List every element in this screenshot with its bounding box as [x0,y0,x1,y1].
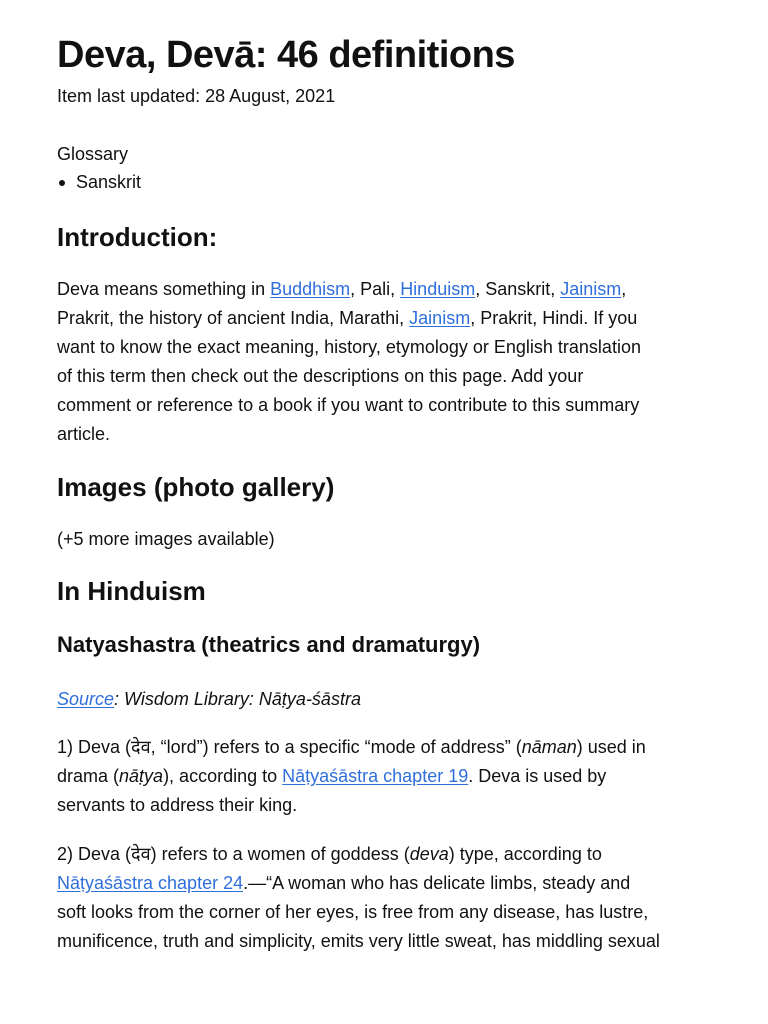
link-natyashastra-ch19[interactable]: Nāṭyaśāstra chapter 19 [282,766,469,786]
intro-line-5: comment or reference to a book if you want to contribute to this summary [57,395,640,415]
definition-paragraph-1 [57,733,717,820]
def1-text: 1) Deva (देव, “lord”) refers to a specific “mode of address” ( [57,737,522,757]
hinduism-heading: In Hinduism [57,576,206,606]
page-title: Deva, Devā: 46 definitions [57,34,515,76]
more-images-text: (+5 more images available) [57,529,275,549]
link-natyashastra-ch24[interactable]: Nāṭyaśāstra chapter 24 [57,873,244,893]
def2-line-3: soft looks from the corner of her eyes, is free from any disease, has lustre, [57,902,649,922]
source-link[interactable]: Source [57,689,115,709]
intro-text: , Sanskrit, [475,279,561,299]
intro-line-3: want to know the exact meaning, history, etymology or English translation [57,337,641,357]
source-line [57,685,717,714]
introduction-paragraph [57,275,717,449]
glossary-label: Glossary [57,144,129,164]
images-heading: Images (photo gallery) [57,472,335,502]
link-buddhism[interactable]: Buddhism [270,279,351,299]
last-updated-text: Item last updated: 28 August, 2021 [57,86,336,106]
link-jainism[interactable]: Jainism [560,279,622,299]
intro-text: , [621,279,627,299]
link-jainism-2[interactable]: Jainism [409,308,471,328]
def1-emphasis: nāman [521,737,577,757]
intro-text: , Prakrit, Hindi. If you [470,308,638,328]
intro-line-4: of this term then check out the descriptions on this page. Add your [57,366,584,386]
intro-text: Prakrit, the history of ancient India, Marathi, [57,308,410,328]
intro-text: Deva means something in [57,279,271,299]
definition-paragraph-2 [57,840,717,956]
link-hinduism[interactable]: Hinduism [400,279,476,299]
def1-line-3: servants to address their king. [57,795,298,815]
def2-text: 2) Deva (देव) refers to a women of goddess ( [57,844,410,864]
def2-text: ) type, according to [448,844,602,864]
introduction-heading: Introduction: [57,222,218,252]
def1-emphasis: nāṭya [119,766,164,786]
def1-line-2 [57,762,717,791]
def2-text: .—“A woman who has delicate limbs, steady and [243,873,631,893]
intro-line-6: article. [57,424,111,444]
def2-emphasis: deva [409,844,449,864]
def2-line-1 [57,840,717,869]
glossary-item-sanskrit: Sanskrit [57,172,141,193]
intro-text: , Pali, [350,279,401,299]
glossary-list [57,172,141,193]
def1-text: . Deva is used by [468,766,607,786]
intro-line-2 [57,304,717,333]
def2-line-2 [57,869,717,898]
def2-line-4: munificence, truth and simplicity, emits very little sweat, has middling sexual [57,931,660,951]
def1-line-1 [57,733,717,762]
source-text: : Wisdom Library: Nāṭya-śāstra [114,689,361,709]
intro-line-1 [57,275,717,304]
def1-text: ) used in [576,737,646,757]
def1-text: ), according to [163,766,283,786]
def1-text: drama ( [57,766,120,786]
natyashastra-heading: Natyashastra (theatrics and dramaturgy) [57,632,481,657]
